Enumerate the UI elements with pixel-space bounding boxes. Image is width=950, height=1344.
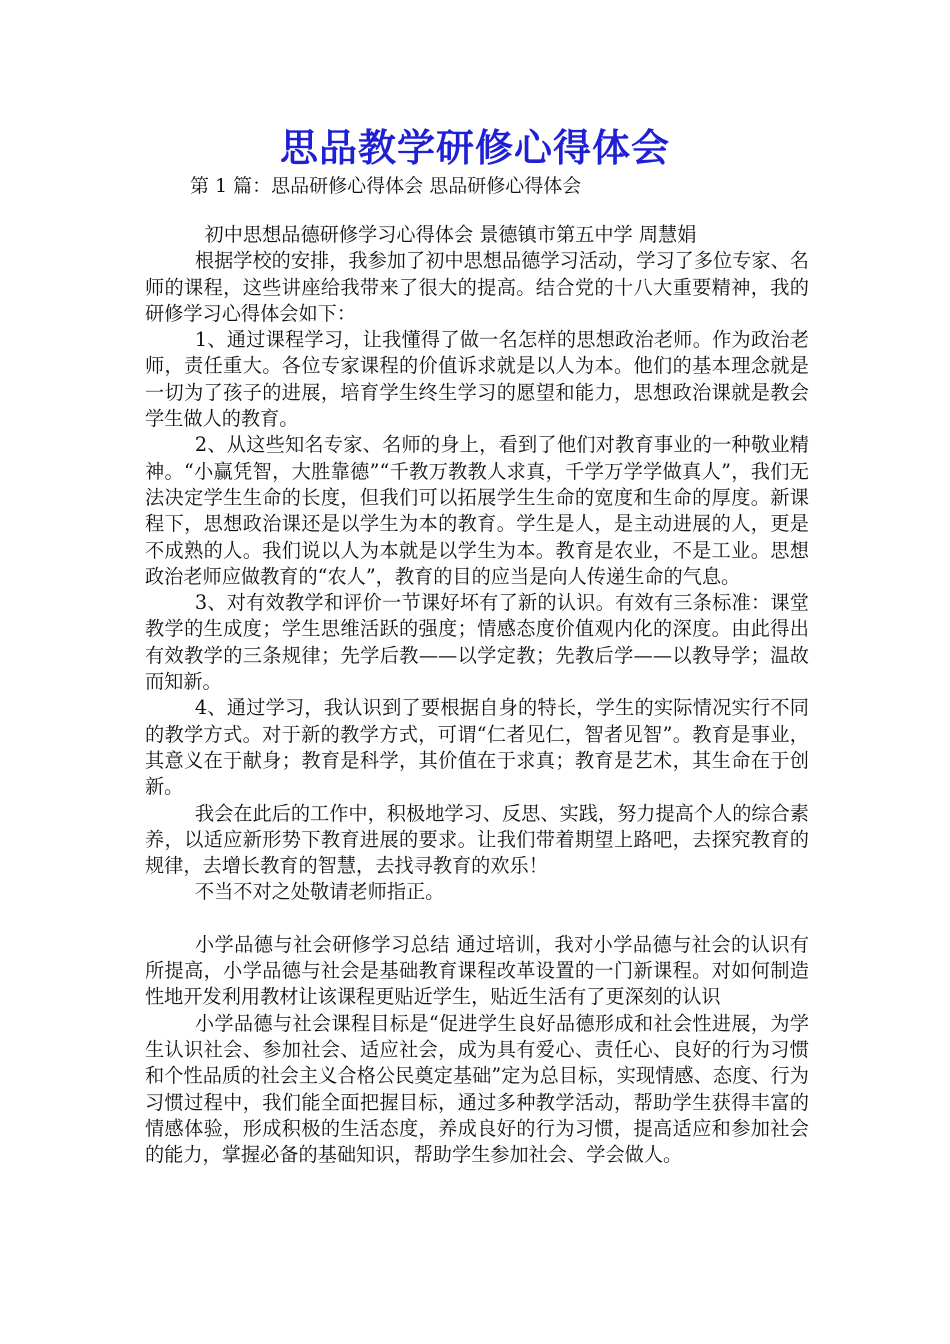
paragraph-primary-summary: 小学品德与社会研修学习总结 通过培训，我对小学品德与社会的认识有所提高，小学品德与社会是基础教育课程改革设置的一门新课程。对如何制造性地开发利用教材让该课程更贴近学生，贴近生活有了更深刻的认识 — [145, 932, 809, 1009]
paragraph-point-3: 3、对有效教学和评价一节课好坏有了新的认识。有效有三条标准：课堂教学的生成度；学生思维活跃的强度；情感态度价值观内化的深度。由此得出有效教学的三条规律；先学后教——以学定教；先教后学——以教导学；温故而知新。 — [145, 591, 809, 694]
paragraph-article-heading: 初中思想品德研修学习心得体会 景德镇市第五中学 周慧娟 — [204, 223, 697, 246]
document-title: 思品教学研修心得体会 — [279, 125, 670, 170]
document-subtitle: 第 1 篇：思品研修心得体会 思品研修心得体会 — [190, 175, 582, 197]
paragraph-conclusion: 我会在此后的工作中，积极地学习、反思、实践，努力提高个人的综合素养，以适应新形势下教育进展的要求。让我们带着期望上路吧，去探究教育的规律，去增长教育的智慧，去找寻教育的欢乐！ — [145, 801, 809, 878]
paragraph-closing-note: 不当不对之处敬请老师指正。 — [194, 880, 445, 904]
paragraph-point-4: 4、通过学习，我认识到了要根据自身的特长，学生的实际情况实行不同的教学方式。对于新的教学方式，可谓“仁者见仁，智者见智”。教育是事业，其意义在于献身；教育是科学，其价值在于求真；教育是艺术，其生命在于创新。 — [145, 696, 809, 799]
paragraph-intro: 根据学校的安排，我参加了初中思想品德学习活动，学习了多位专家、名师的课程，这些讲座给我带来了很大的提高。结合党的十八大重要精神，我的研修学习心得体会如下： — [145, 249, 809, 325]
document-body — [145, 222, 809, 1168]
paragraph-point-1: 1、通过课程学习，让我懂得了做一名怎样的思想政治老师。作为政治老师，责任重大。各位专家课程的价值诉求就是以人为本。他们的基本理念就是一切为了孩子的进展，培育学生终生学习的愿望和能力，思想政治课就是教会学生做人的教育。 — [145, 328, 809, 431]
paragraph-curriculum-goals: 小学品德与社会课程目标是“促进学生良好品德形成和社会性进展，为学生认识社会、参加社会、适应社会，成为具有爱心、责任心、良好的行为习惯和个性品质的社会主义合格公民奠定基础”定为总目标，实现情感、态度、行为习惯过程中，我们能全面把握目标，通过多种教学活动，帮助学生获得丰富的情感体验，形成积极的生活态度，养成良好的行为习惯，提高适应和参加社会的能力，掌握必备的基础知识，帮助学生参加社会、学会做人。 — [145, 1011, 809, 1167]
paragraph-point-2: 2、从这些知名专家、名师的身上，看到了他们对教育事业的一种敬业精神。“小赢凭智，大胜靠德”“千教万教教人求真，千学万学学做真人”，我们无法决定学生生命的长度，但我们可以拓展学生生命的宽度和生命的厚度。新课程下，思想政治课还是以学生为本的教育。学生是人，是主动进展的人，更是不成熟的人。我们说以人为本就是以学生为本。教育是农业，不是工业。思想政治老师应做教育的“农人”，教育的目的应当是向人传递生命的气息。 — [145, 433, 809, 588]
